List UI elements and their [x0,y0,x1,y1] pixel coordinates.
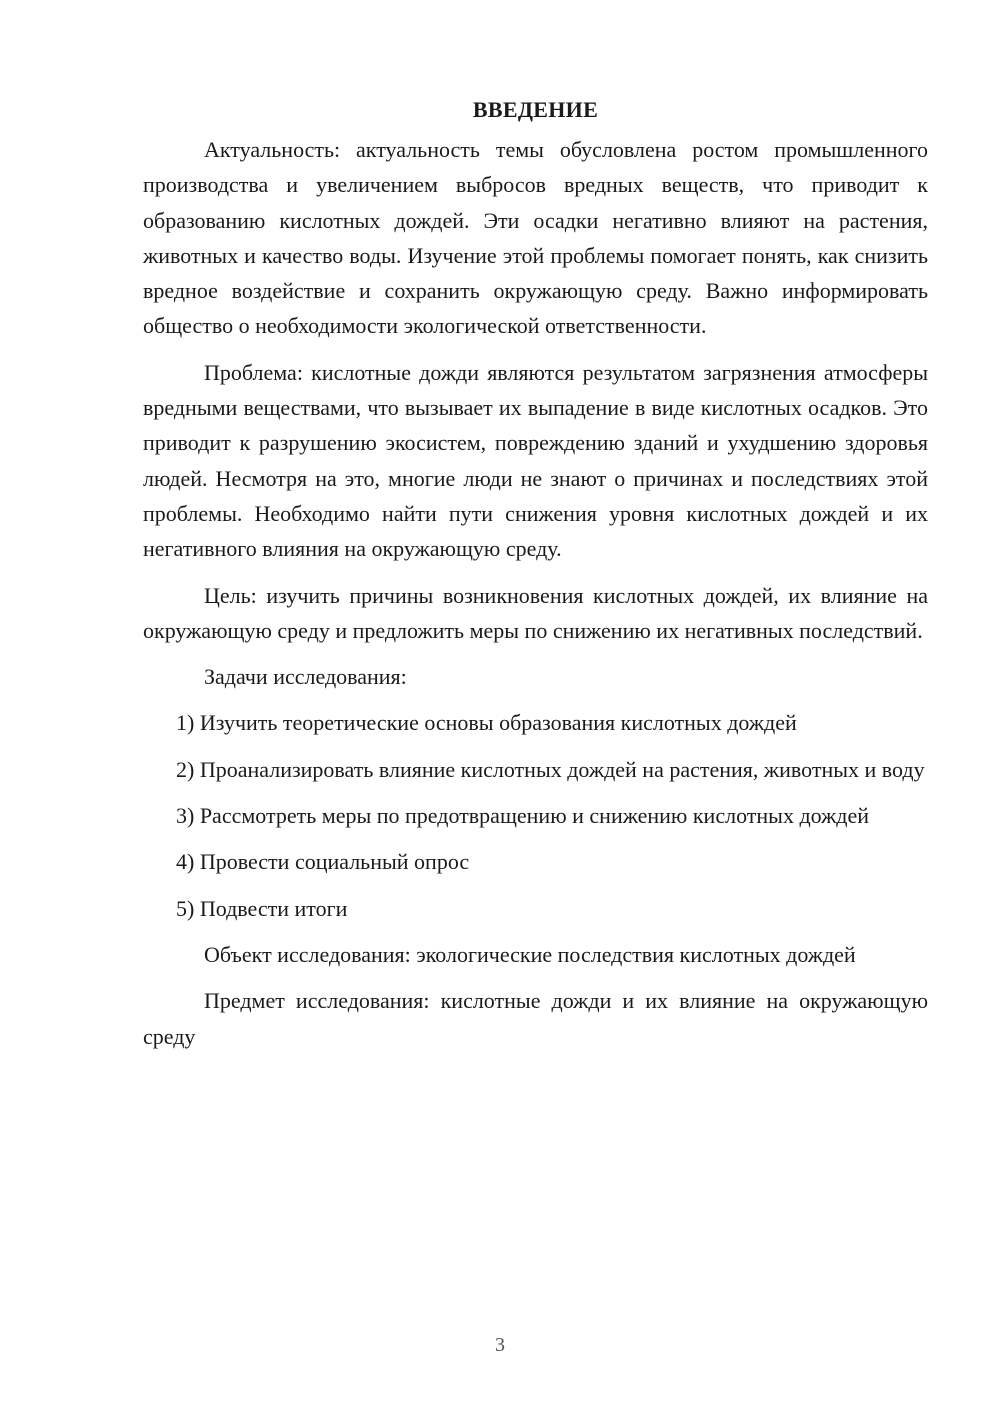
task-item-2: 2) Проанализировать влияние кислотных дождей на растения, животных и воду [176,756,925,782]
paragraph-problem: Проблема: кислотные дожди являются результатом загрязнения атмосферы вредными веществами, что вызывает их выпадение в виде кислотных осадков. Это приводит к разрушению экосистем, повреждению зданий и ухудшению здоровья людей. Несмотря на это, многие люди не знают о причинах и последствиях этой проблемы. Необходимо найти пути снижения уровня кислотных дождей и их негативного влияния на окружающую среду. [143,359,928,562]
page-title: ВВЕДЕНИЕ [472,97,599,122]
document-page [143,92,928,1054]
task-item-4: 4) Провести социальный опрос [176,849,470,875]
task-item-1: 1) Изучить теоретические основы образования кислотных дождей [176,710,797,736]
task-item-3: 3) Рассмотреть меры по предотвращению и снижению кислотных дождей [176,803,870,829]
paragraph-goal: Цель: изучить причины возникновения кислотных дождей, их влияние на окружающую среду и предложить меры по снижению их негативных последствий. [143,582,928,643]
task-item-5: 5) Подвести итоги [176,895,348,921]
page-number: 3 [495,1334,505,1356]
paragraph-relevance: Актуальность: актуальность темы обусловлена ростом промышленного производства и увеличением выбросов вредных веществ, что приводит к образованию кислотных дождей. Эти осадки негативно влияют на растения, животных и качество воды. Изучение этой проблемы помогает понять, как снизить вредное воздействие и сохранить окружающую среду. Важно информировать общество о необходимости экологической ответственности. [143,137,928,339]
paragraph-object: Объект исследования: экологические последствия кислотных дождей [204,941,856,967]
tasks-heading: Задачи исследования: [204,664,407,690]
paragraph-subject: Предмет исследования: кислотные дожди и их влияние на окружающую среду [143,988,928,1049]
